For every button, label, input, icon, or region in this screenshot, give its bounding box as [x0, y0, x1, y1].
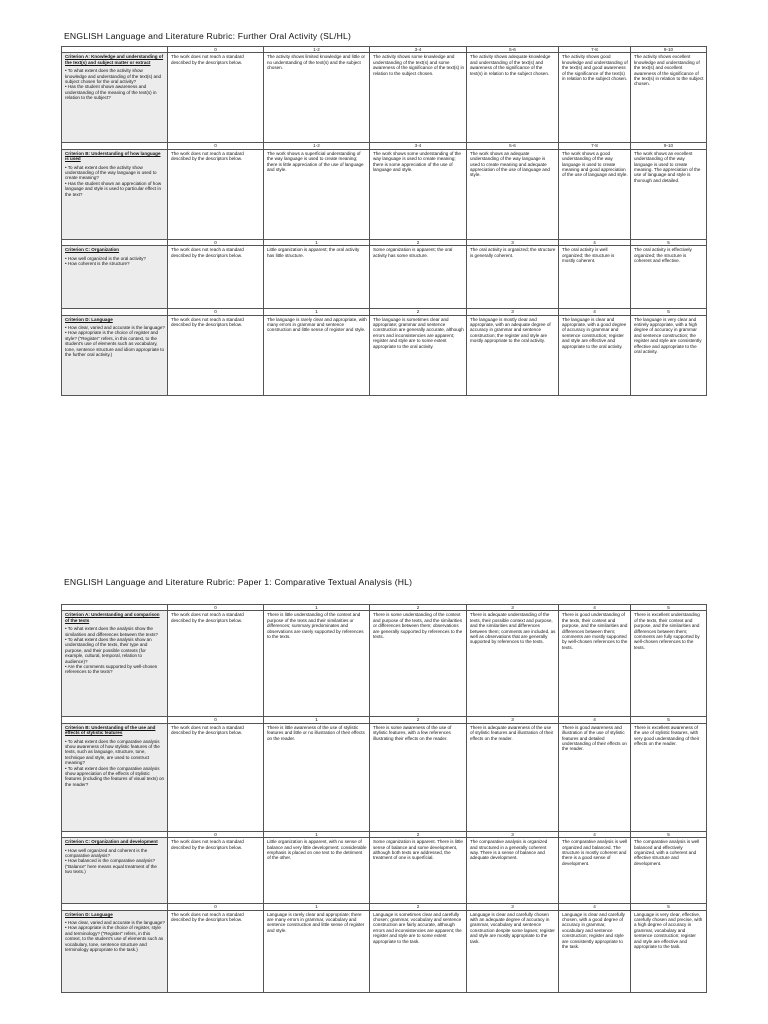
- criterion-name: Criterion A: Understanding and comparison of the texts: [65, 612, 160, 623]
- level-label: 9-10: [631, 47, 707, 53]
- level-label: 5: [631, 831, 707, 837]
- level-label: 1: [264, 605, 370, 611]
- descriptor-cell: The work does not reach a standard described by the descriptors below.: [168, 246, 264, 309]
- criterion-row: [62, 723, 707, 831]
- descriptor-cell: Language is clear and carefully chosen, with a good degree of accuracy in grammar, vocabulary and sentence construction; register and style are consistently appropriate to the task.: [559, 910, 631, 992]
- descriptor-cell: The work does not reach a standard described by the descriptors below.: [168, 723, 264, 831]
- descriptor-cell: There is excellent understanding of the texts, their context and purpose, and the similarities and differences between them; comments are fully supported by well-chosen references to the texts.: [631, 611, 707, 717]
- criterion-row: [62, 611, 707, 717]
- rubric-2-title: ENGLISH Language and Literature Rubric: Paper 1: Comparative Textual Analysis (HL): [64, 577, 413, 587]
- descriptor-cell: Language is rarely clear and appropriate; there are many errors in grammar, vocabulary and sentence construction and little sense of register and style.: [264, 910, 370, 992]
- descriptor-cell: The work shows some understanding of the way language is used to create meaning; there is some appreciation of the use of language and style.: [370, 149, 467, 239]
- level-label: 1: [264, 309, 370, 315]
- descriptor-cell: The work does not reach a standard described by the descriptors below.: [168, 53, 264, 143]
- level-label: 2: [370, 717, 467, 723]
- criterion-cell: [62, 611, 168, 717]
- level-label: 2: [370, 309, 467, 315]
- level-label: 7-8: [559, 47, 631, 53]
- descriptor-cell: The activity shows adequate knowledge and understanding of the text(s) and awareness of the significance of the text(s) in relation to the subject chosen.: [467, 53, 559, 143]
- descriptor-cell: Language is sometimes clear and carefully chosen; grammar, vocabulary and sentence construction are fairly accurate, although errors and inconsistencies are apparent; the register and style are to some extent appropriate to the task.: [370, 910, 467, 992]
- level-label: 3: [467, 831, 559, 837]
- level-label: 5-6: [467, 143, 559, 149]
- level-label: 1: [264, 904, 370, 910]
- criterion-description: • How clear, varied and accurate is the language? • How appropriate is the choice of register, style and terminology? ("Register" refers, in this context, to the student's use of elements such as vocabulary, tone, sentence structure and terminology appropriate to the task.): [65, 920, 165, 953]
- descriptor-cell: The oral activity is effectively organized; the structure is coherent and effective.: [631, 246, 707, 309]
- descriptor-cell: The language is sometimes clear and appropriate; grammar and sentence construction are generally accurate, although errors and inconsistencies are apparent; register and style are to some extent appropriate to the oral activity.: [370, 315, 467, 395]
- descriptor-cell: Some organization is apparent; the oral activity has some structure.: [370, 246, 467, 309]
- criterion-cell: [62, 53, 168, 143]
- level-label: 1: [264, 831, 370, 837]
- criterion-name: Criterion A: Knowledge and understanding of the text(s) and subject matter or extract: [65, 54, 164, 65]
- level-label: 1-2: [264, 143, 370, 149]
- criterion-description: • How clear, varied and accurate is the language? • How appropriate is the choice of register and style? ("Register" refers, in this context, to the student's use of elements such as vocabulary, tone, sentence structure and idiom appropriate to the further oral activity.): [65, 325, 165, 358]
- criterion-description: • How well organized is the oral activity? • How coherent is the structure?: [65, 255, 146, 267]
- level-label: 3-4: [370, 47, 467, 53]
- descriptor-cell: The language is mostly clear and appropriate, with an adequate degree of accuracy in grammar and sentence construction; the register and style are mostly appropriate to the oral activity.: [467, 315, 559, 395]
- descriptor-cell: The comparative analysis is organized and structured in a generally coherent way. There is a sense of balance and adequate development.: [467, 838, 559, 904]
- level-label: 7-8: [559, 143, 631, 149]
- descriptor-cell: Some organization is apparent. There is little sense of balance and some development, although both texts are addressed, the treatment of one is superficial.: [370, 838, 467, 904]
- level-label: 1-2: [264, 47, 370, 53]
- descriptor-cell: The oral activity is organized; the structure is generally coherent.: [467, 246, 559, 309]
- criterion-row: [62, 910, 707, 992]
- level-label: 4: [559, 904, 631, 910]
- descriptor-cell: There is excellent awareness of the use of stylistic features, with very good understanding of their effects on the reader.: [631, 723, 707, 831]
- descriptor-cell: The activity shows good knowledge and understanding of the text(s) and good awareness of the significance of the text(s) in relation to the subject chosen.: [559, 53, 631, 143]
- criterion-cell: [62, 838, 168, 904]
- descriptor-cell: Language is very clear, effective, carefully chosen and precise, with a high degree of accuracy in grammar, vocabulary and sentence construction; register and style are effective and appropriate to the task.: [631, 910, 707, 992]
- criterion-row: [62, 246, 707, 309]
- level-label: 0: [168, 239, 264, 245]
- level-label: 4: [559, 309, 631, 315]
- descriptor-cell: There is adequate understanding of the texts, their possible context and purpose, and the similarities and differences between them; comments are included, as well as observations that are generally supported by references to the texts.: [467, 611, 559, 717]
- descriptor-cell: There is some awareness of the use of stylistic features, with a few references illustrating their effects on the reader.: [370, 723, 467, 831]
- criterion-name: Criterion C: Organization and development: [65, 839, 158, 845]
- criterion-description: • To what extent does the activity show understanding of the way language is used to create meaning? • Has the student shown an appreciation of how language and style is used to particular effect in the text?: [65, 164, 162, 197]
- level-label: 2: [370, 904, 467, 910]
- descriptor-cell: The activity shows excellent knowledge and understanding of the text(s) and excellent awareness of the significance of the text(s) in relation to the subject chosen.: [631, 53, 707, 143]
- descriptor-cell: The language is rarely clear and appropriate, with many errors in grammar and sentence construction and little sense of register and style.: [264, 315, 370, 395]
- criterion-row: [62, 53, 707, 143]
- level-label: 3-4: [370, 143, 467, 149]
- level-label: 0: [168, 831, 264, 837]
- descriptor-cell: The work shows an adequate understanding of the way language is used to create meaning and adequate appreciation of the use of language and style.: [467, 149, 559, 239]
- criterion-description: • How well organized and coherent is the comparative analysis? • How balanced is the comparative analysis? ("Balance" here means equal treatment of the two texts.): [65, 847, 157, 875]
- criterion-name: Criterion C: Organization: [65, 247, 120, 253]
- level-label: 3: [467, 239, 559, 245]
- level-label: 5: [631, 904, 707, 910]
- level-label: 5: [631, 717, 707, 723]
- criterion-name: Criterion D: Language: [65, 316, 113, 322]
- criterion-cell: [62, 910, 168, 992]
- level-label: 0: [168, 904, 264, 910]
- level-label: 3: [467, 605, 559, 611]
- level-label: 0: [168, 605, 264, 611]
- level-label: 0: [168, 717, 264, 723]
- descriptor-cell: The work does not reach a standard described by the descriptors below.: [168, 611, 264, 717]
- level-label: 1: [264, 717, 370, 723]
- descriptor-cell: There is good understanding of the texts, their context and purpose, and the similarities and differences between them; comments are mostly supported by well-chosen references to the texts.: [559, 611, 631, 717]
- level-label: 3: [467, 309, 559, 315]
- criterion-row: [62, 838, 707, 904]
- descriptor-cell: There is little awareness of the use of stylistic features and little or no illustration of their effects on the reader.: [264, 723, 370, 831]
- descriptor-cell: The work shows a good understanding of the way language is used to create meaning and good appreciation of the use of language and style.: [559, 149, 631, 239]
- level-label: 0: [168, 47, 264, 53]
- criterion-row: [62, 149, 707, 239]
- level-label: 4: [559, 831, 631, 837]
- descriptor-cell: The work does not reach a standard described by the descriptors below.: [168, 315, 264, 395]
- descriptor-cell: There is adequate awareness of the use of stylistic features and illustration of their effects on the reader.: [467, 723, 559, 831]
- criterion-cell: [62, 315, 168, 395]
- rubric-2-table: [61, 604, 707, 993]
- level-label: 2: [370, 239, 467, 245]
- criterion-name: Criterion B: Understanding of the use and effects of stylistic features: [65, 724, 156, 736]
- descriptor-cell: The oral activity is well organized; the structure is mostly coherent.: [559, 246, 631, 309]
- criterion-cell: [62, 246, 168, 309]
- rubric-1-table: [61, 46, 707, 396]
- level-label: 3: [467, 904, 559, 910]
- level-label: 4: [559, 239, 631, 245]
- descriptor-cell: The comparative analysis is well organized and balanced. The structure is mostly coherent and there is a good sense of development.: [559, 838, 631, 904]
- criterion-description: • To what extent does the analysis show the similarities and differences between the texts? • To what extent does the analysis show an understanding of the texts, their type and purpose, and their possible contexts (for example, cultural, temporal, relation to audience)? • Are the comments supported by well-chosen references to the texts?: [65, 626, 158, 675]
- level-label: 0: [168, 309, 264, 315]
- level-label: 9-10: [631, 143, 707, 149]
- criterion-description: • To what extent does the activity show knowledge and understanding of the text(s) and subject chosen for the oral activity? • Has the student shown awareness and understanding of the meaning of the text(s) in relation to the subject?: [65, 68, 162, 101]
- descriptor-cell: The language is very clear and entirely appropriate, with a high degree of accuracy in grammar and sentence construction; the register and style are consistently effective and appropriate to the oral activity.: [631, 315, 707, 395]
- descriptor-cell: The work does not reach a standard described by the descriptors below.: [168, 149, 264, 239]
- criterion-description: • To what extent does the comparative analysis show awareness of how stylistic features of the texts, such as language, structure, tone, technique and style, are used to construct meaning? • To what extent does the comparative analysis show appreciation of the effects of stylistic features (including the features of visual texts) on the reader?: [65, 738, 165, 787]
- level-label: 3: [467, 717, 559, 723]
- level-label: 5: [631, 239, 707, 245]
- descriptor-cell: The work shows a superficial understanding of the way language is used to create meaning; there is little appreciation of the use of language and style.: [264, 149, 370, 239]
- level-label: 5: [631, 605, 707, 611]
- descriptor-cell: The work shows an excellent understanding of the way language is used to create meaning. The appreciation of the use of language and style is thorough and detailed.: [631, 149, 707, 239]
- descriptor-cell: There is some understanding of the context and purpose of the texts, and the similarities or differences between them; observations are generally supported by references to the texts.: [370, 611, 467, 717]
- rubric-1-title: ENGLISH Language and Literature Rubric: Further Oral Activity (SL/HL): [64, 31, 352, 41]
- level-label: 0: [168, 143, 264, 149]
- descriptor-cell: The work does not reach a standard described by the descriptors below.: [168, 910, 264, 992]
- level-label: 2: [370, 605, 467, 611]
- criterion-name: Criterion D: Language: [65, 911, 113, 917]
- level-label: 4: [559, 717, 631, 723]
- level-label: 2: [370, 831, 467, 837]
- descriptor-cell: The activity shows limited knowledge and little or no understanding of the text(s) and the subject chosen.: [264, 53, 370, 143]
- criterion-cell: [62, 149, 168, 239]
- descriptor-cell: The activity shows some knowledge and understanding of the text(s) and some awareness of the significance of the text(s) in relation to the subject chosen.: [370, 53, 467, 143]
- criterion-name: Criterion B: Understanding of how language is used: [65, 150, 161, 162]
- criterion-cell: [62, 723, 168, 831]
- descriptor-cell: There is good awareness and illustration of the use of stylistic features and detailed understanding of their effects on the reader.: [559, 723, 631, 831]
- descriptor-cell: The comparative analysis is well balanced and effectively organized, with a coherent and effective structure and development.: [631, 838, 707, 904]
- descriptor-cell: The language is clear and appropriate, with a good degree of accuracy in grammar and sentence construction; register and style are effective and appropriate to the oral activity.: [559, 315, 631, 395]
- descriptor-cell: Little organization is apparent, with no sense of balance and very little development; considerable emphasis is placed on one text to the detriment of the other.: [264, 838, 370, 904]
- criterion-row: [62, 315, 707, 395]
- level-label: 4: [559, 605, 631, 611]
- level-label: 5-6: [467, 47, 559, 53]
- descriptor-cell: Little organization is apparent; the oral activity has little structure.: [264, 246, 370, 309]
- level-label: 5: [631, 309, 707, 315]
- level-label: 1: [264, 239, 370, 245]
- descriptor-cell: The work does not reach a standard described by the descriptors below.: [168, 838, 264, 904]
- descriptor-cell: Language is clear and carefully chosen with an adequate degree of accuracy in grammar, vocabulary and sentence construction despite some lapses; register and style are mostly appropriate to the task.: [467, 910, 559, 992]
- descriptor-cell: There is little understanding of the context and purpose of the texts and their similarities or differences; summary predominates and observations are rarely supported by references to the texts.: [264, 611, 370, 717]
